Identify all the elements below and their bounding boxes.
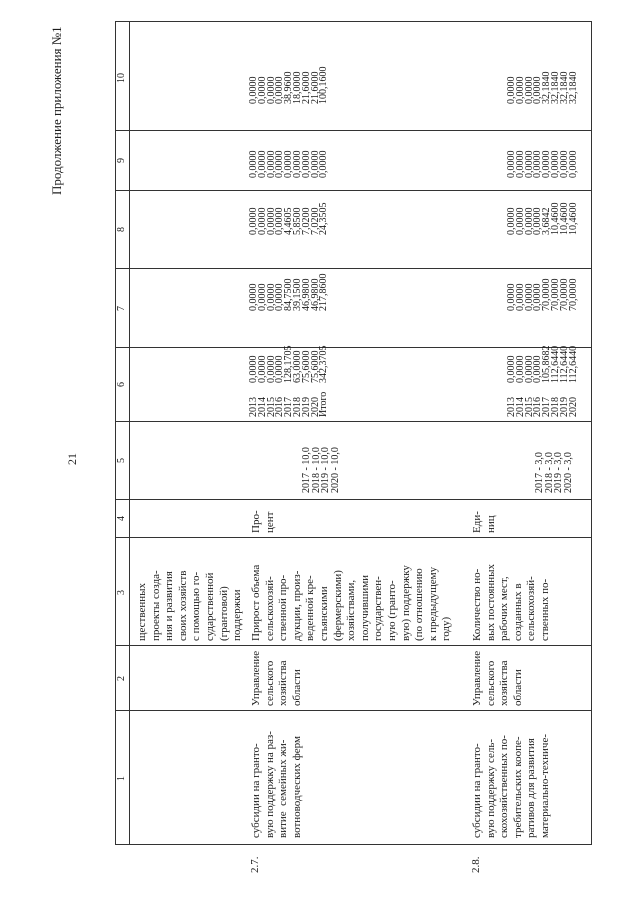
col-border-1-2	[115, 710, 591, 711]
measure-name: субсидии на гранто- вую поддержку на раз- витие семейных жи- вотноводческих ферм	[250, 731, 303, 838]
header-col-10: 10	[116, 73, 127, 83]
header-col-4: 4	[116, 516, 127, 521]
executor: Управление сельского хозяйства области	[250, 650, 303, 706]
col-border-right	[115, 21, 591, 22]
measure-name: субсидии на гранто- вую поддержку сель- скохозяйственных по- требительских коопе- ративов для развития материально-техниче-	[471, 734, 551, 838]
target-values: 2017 - 3,0 2018 - 3,0 2019 - 3,0 2020 - 3,0	[534, 452, 574, 493]
continuation-note: Продолжение приложения №1	[49, 26, 64, 195]
values-col-6: 0,0000 0,0000 0,0000 0,0000 105,8682 112,6440 112,6440 112,6440	[506, 345, 579, 383]
unit: Про- цент	[250, 510, 276, 533]
years-column: 2013 2014 2015 2016 2017 2018 2019 2020 Итого	[248, 391, 330, 417]
header-col-2: 2	[116, 676, 127, 681]
unit: Еди- ниц	[471, 511, 497, 533]
col-border-5-6	[115, 421, 591, 422]
values-col-9: 0,0000 0,0000 0,0000 0,0000 0,0000 0,0000 0,0000 0,0000	[506, 150, 579, 178]
col-border-left	[115, 844, 591, 845]
values-col-7: 0,0000 0,0000 0,0000 0,0000 70,0000 70,0000 70,0000 70,0000	[506, 278, 579, 311]
target-values: 2017 - 10,0 2018 - 10,0 2019 - 10,0 2020 - 10,0	[301, 447, 341, 493]
header-col-9: 9	[116, 158, 127, 163]
header-col-3: 3	[116, 590, 127, 595]
values-col-8: 0,0000 0,0000 0,0000 0,0000 3,6842 10,4600 10,4600 10,4600	[506, 202, 579, 235]
row-number: 2.8.	[470, 856, 482, 873]
prev-row-indicator-fragment: щественных проекты созда- ния и развития своих хозяйств с помощью го- сударственной (грантовой) поддержки	[136, 570, 244, 641]
table-line-header	[129, 21, 130, 845]
values-col-6: 0,0000 0,0000 0,0000 0,0000 128,1705 63,0000 75,6000 75,6000 342,3705	[248, 345, 330, 383]
header-col-1: 1	[116, 776, 127, 781]
row-number: 2.7.	[249, 856, 261, 873]
col-border-2-3	[115, 645, 591, 646]
executor: Управление сельского хозяйства области	[471, 650, 524, 706]
years-column: 2013 2014 2015 2016 2017 2018 2019 2020	[506, 397, 579, 417]
header-col-7: 7	[116, 306, 127, 311]
col-border-8-9	[115, 190, 591, 191]
header-col-8: 8	[116, 227, 127, 232]
col-border-7-8	[115, 268, 591, 269]
header-col-5: 5	[116, 458, 127, 463]
indicator-description: Прирост объема сельскохозяй- ственной про- дукции, произ- веденной кре- стьянскими (фермерскими) хозяйствами, получившими государствен- ную (гранто- вую) поддержку (по отношению к предыдущему году)	[250, 564, 453, 641]
col-border-3-4	[115, 537, 591, 538]
values-col-7: 0,0000 0,0000 0,0000 0,0000 84,7500 39,1500 46,9800 46,9800 217,8600	[248, 273, 330, 311]
col-border-4-5	[115, 499, 591, 500]
page-number: 21	[65, 453, 79, 465]
col-border-9-10	[115, 130, 591, 131]
values-col-9: 0,0000 0,0000 0,0000 0,0000 0,0000 0,0000 0,0000 0,0000 0,0000	[248, 150, 330, 178]
values-col-8: 0,0000 0,0000 0,0000 0,0000 4,4605 5,8500 7,0200 7,0200 24,3505	[248, 202, 330, 235]
indicator-description: Количество но- вых постоянных рабочих мест, созданных в сельскохозяй- ственных по-	[471, 563, 551, 641]
table-line-top	[115, 21, 116, 845]
header-col-6: 6	[116, 382, 127, 387]
values-col-10: 0,0000 0,0000 0,0000 0,0000 32,1840 32,1840 32,1840 32,1840	[506, 71, 579, 104]
table-line-bottom	[591, 21, 592, 845]
values-col-10: 0,0000 0,0000 0,0000 0,0000 38,9600 18,0000 21,6000 21,6000 100,1600	[248, 66, 330, 104]
